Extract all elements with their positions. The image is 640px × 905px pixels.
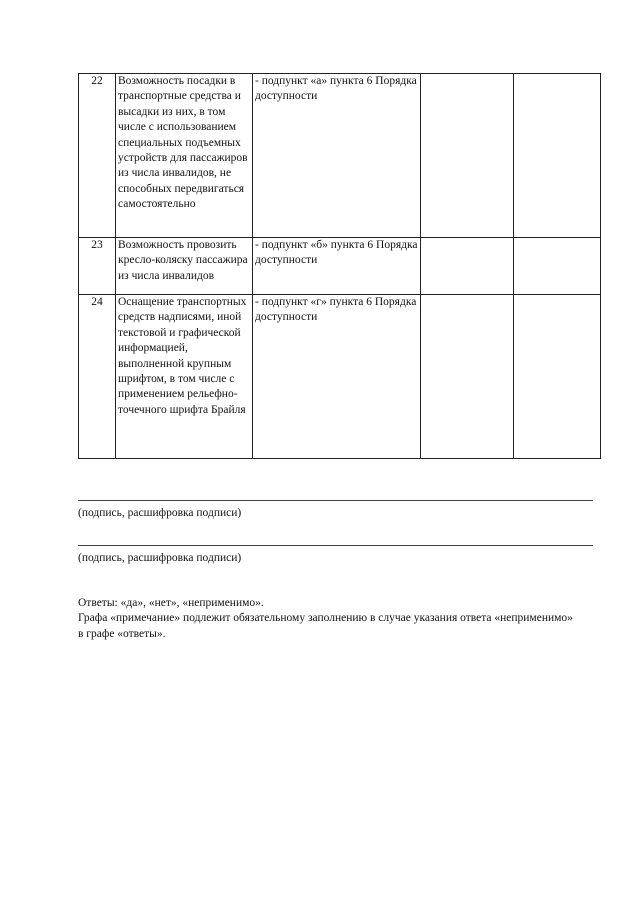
signature-caption-2: (подпись, расшифровка подписи) — [78, 552, 242, 564]
signature-line-1 — [78, 500, 593, 501]
answers-legend: Ответы: «да», «нет», «неприменимо». — [78, 597, 264, 609]
accessibility-table — [78, 73, 601, 459]
row-number: 24 — [79, 295, 116, 459]
table-row — [79, 74, 601, 238]
signature-line-2 — [78, 545, 593, 546]
row-number: 22 — [79, 74, 116, 238]
regulation-reference: - подпункт «б» пункта 6 Порядка доступности — [253, 238, 421, 295]
regulation-reference: - подпункт «а» пункта 6 Порядка доступности — [253, 74, 421, 238]
requirement-text: Возможность провозить кресло-коляску пассажира из числа инвалидов — [116, 238, 253, 295]
requirement-text: Возможность посадки в транспортные средства и высадки из них, в том числе с использованием специальных подъемных устройств для пассажиров из числа инвалидов, не способных передвигаться самостоятельно — [116, 74, 253, 238]
answer-cell — [421, 74, 514, 238]
footnotes — [78, 596, 578, 642]
signature-caption-1: (подпись, расшифровка подписи) — [78, 507, 242, 519]
note-cell — [514, 238, 601, 295]
requirement-text: Оснащение транспортных средств надписями, иной текстовой и графической информацией, выполненной крупным шрифтом, в том числе с применением рельефно-точечного шрифта Брайля — [116, 295, 253, 459]
regulation-reference: - подпункт «г» пункта 6 Порядка доступности — [253, 295, 421, 459]
note-cell — [514, 74, 601, 238]
answer-cell — [421, 295, 514, 459]
table-row — [79, 238, 601, 295]
remark-instruction: Графа «примечание» подлежит обязательному заполнению в случае указания ответа «неприменимо» в графе «ответы». — [78, 612, 573, 640]
row-number: 23 — [79, 238, 116, 295]
note-cell — [514, 295, 601, 459]
answer-cell — [421, 238, 514, 295]
table-row — [79, 295, 601, 459]
